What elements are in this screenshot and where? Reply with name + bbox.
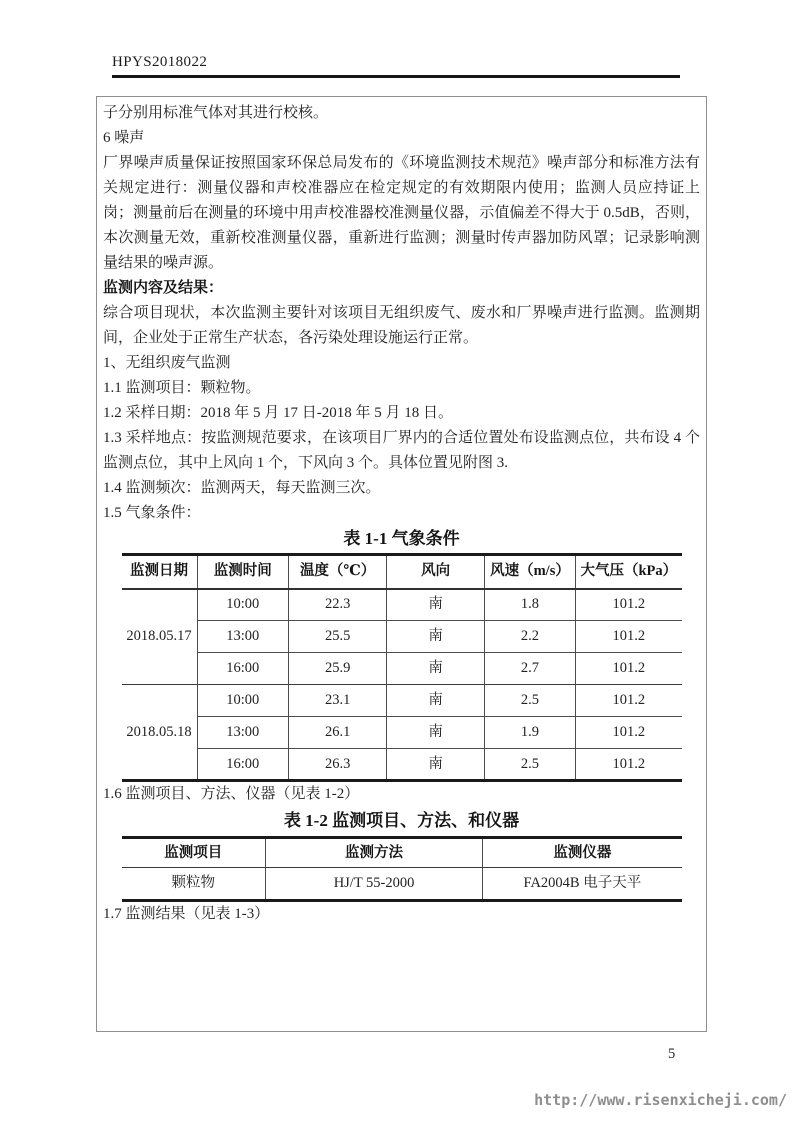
method-table [122,836,682,902]
wind-speed-cell: 1.9 [484,717,575,749]
time-cell: 10:00 [197,685,288,717]
wind-speed-cell: 1.8 [484,589,575,621]
list-item-1-2: 1.2 采样日期：2018 年 5 月 17 日-2018 年 5 月 18 日。 [103,405,453,421]
list-item-1-6: 1.6 监测项目、方法、仪器（见表 1-2） [103,786,360,802]
temp-cell: 25.9 [288,653,387,685]
weather-table-title: 表 1-1 气象条件 [343,529,460,548]
wind-dir-cell: 南 [387,749,484,781]
col-header-pressure: 大气压（kPa） [576,555,682,589]
list-item-1-7: 1.7 监测结果（见表 1-3） [103,906,270,922]
col-header-instrument: 监测仪器 [483,838,682,868]
temp-cell: 25.5 [288,621,387,653]
content-border-box [96,96,707,1032]
method-cell: HJ/T 55-2000 [265,868,482,901]
time-cell: 13:00 [197,621,288,653]
col-header-wind-speed: 风速（m/s） [484,555,575,589]
method-table-header-row [122,838,682,868]
table-row [122,868,682,901]
pressure-cell: 101.2 [576,653,682,685]
section-heading-noise: 6 噪声 [103,130,145,146]
table-row [122,749,682,781]
table-row [122,717,682,749]
time-cell: 10:00 [197,589,288,621]
paragraph-calibration: 子分别用标准气体对其进行校核。 [103,105,329,121]
item-cell: 颗粒物 [171,875,215,891]
pressure-cell: 101.2 [576,749,682,781]
header-rule [112,75,680,78]
wind-dir-cell: 南 [387,685,484,717]
table-row [122,621,682,653]
weather-table-header-row [122,555,682,589]
method-table-title: 表 1-2 监测项目、方法、和仪器 [283,811,520,830]
page-number: 5 [668,1046,676,1062]
heading-monitoring-results: 监测内容及结果： [103,280,224,296]
col-header-date: 监测日期 [122,555,198,589]
table-row [122,589,682,621]
col-header-temp: 温度（℃） [288,555,387,589]
wind-dir-cell: 南 [387,653,484,685]
pressure-cell: 101.2 [576,621,682,653]
instrument-cell: FA2004B 电子天平 [483,868,682,901]
time-cell: 16:00 [197,653,288,685]
watermark-url: http://www.risenxicheji.com/ [534,1091,787,1109]
temp-cell: 22.3 [288,589,387,621]
pressure-cell: 101.2 [576,685,682,717]
paragraph-overview: 综合项目现状，本次监测主要针对该项目无组织废气、废水和厂界噪声进行监测。监测期间，企业处于正常生产状态，各污染处理设施运行正常。 [103,305,700,346]
list-item-1: 1、无组织废气监测 [103,355,231,371]
paragraph-noise-qa: 厂界噪声质量保证按照国家环保总局发布的《环境监测技术规范》噪声部分和标准方法有关规定进行：测量仪器和声校准器应在检定规定的有效期限内使用；监测人员应持证上岗；测量前后在测量的环境中用声校准器校准测量仪器，示值偏差不得大于 0.5dB，否则，本次测量无效，重新校准测量仪器，重新进行监测；测量时传声器加防风罩；记录影响测量结果的噪声源。 [103,155,700,271]
col-header-time: 监测时间 [197,555,288,589]
table-row [122,653,682,685]
wind-speed-cell: 2.5 [484,685,575,717]
wind-speed-cell: 2.2 [484,621,575,653]
doc-number: HPYS2018022 [112,54,208,70]
col-header-item: 监测项目 [122,838,266,868]
weather-table [122,553,682,782]
list-item-1-5: 1.5 气象条件： [103,505,201,521]
time-cell: 13:00 [197,717,288,749]
col-header-method: 监测方法 [265,838,482,868]
wind-speed-cell: 2.7 [484,653,575,685]
wind-dir-cell: 南 [387,621,484,653]
date-cell: 2018.05.17 [126,628,192,645]
temp-cell: 26.3 [288,749,387,781]
wind-speed-cell: 2.5 [484,749,575,781]
temp-cell: 23.1 [288,685,387,717]
list-item-1-4: 1.4 监测频次：监测两天，每天监测三次。 [103,480,381,496]
wind-dir-cell: 南 [387,589,484,621]
wind-dir-cell: 南 [387,717,484,749]
list-item-1-1: 1.1 监测项目：颗粒物。 [103,380,261,396]
time-cell: 16:00 [197,749,288,781]
date-cell: 2018.05.18 [122,685,198,781]
pressure-cell: 101.2 [576,717,682,749]
col-header-wind-dir: 风向 [387,555,484,589]
pressure-cell: 101.2 [576,589,682,621]
table-row [122,685,682,717]
list-item-1-3: 1.3 采样地点：按监测规范要求，在该项目厂界内的合适位置处布设监测点位，共布设 4 个监测点位，其中上风向 1 个，下风向 3 个。具体位置见附图 3. [103,430,700,471]
temp-cell: 26.1 [288,717,387,749]
